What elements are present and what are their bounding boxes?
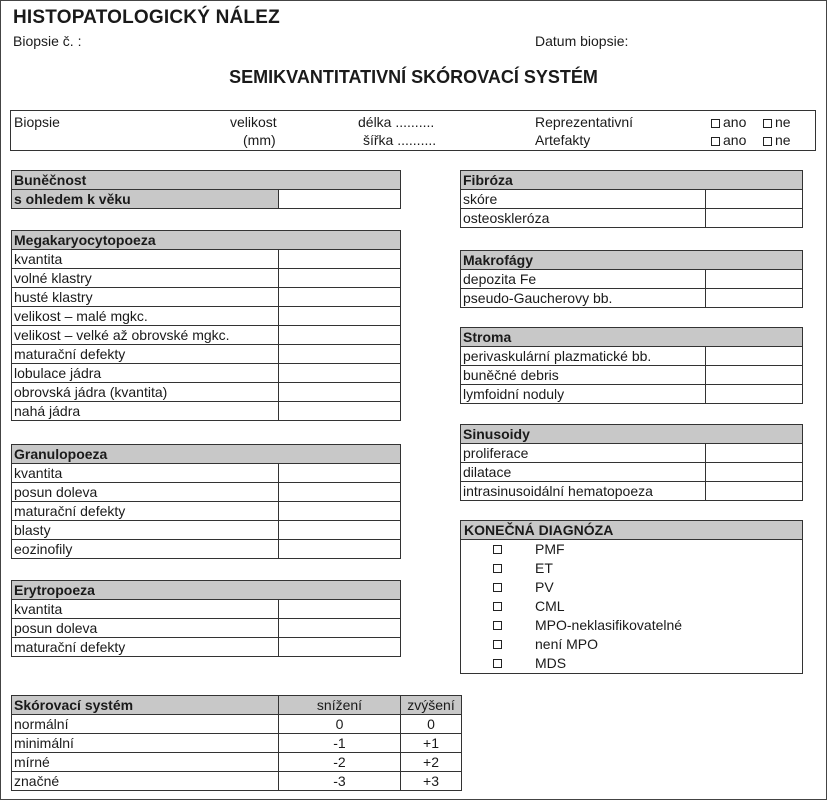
table-row-label: dilatace xyxy=(461,463,706,482)
table-row-label: perivaskulární plazmatické bb. xyxy=(461,347,706,366)
checkbox-icon[interactable] xyxy=(493,583,502,592)
value-cell[interactable] xyxy=(279,364,401,383)
fibrosis-table xyxy=(460,170,803,228)
checkbox-icon[interactable] xyxy=(493,621,502,630)
value-cell[interactable] xyxy=(279,483,401,502)
value-cell[interactable] xyxy=(706,366,803,385)
mm-label: (mm) xyxy=(243,132,276,148)
sinusoids-table xyxy=(460,424,803,501)
artefacts-no[interactable]: ne xyxy=(763,132,791,148)
score-row-label: značné xyxy=(12,772,279,791)
checkbox-icon[interactable] xyxy=(493,545,502,554)
size-label: velikost xyxy=(230,114,277,130)
artefacts-yes[interactable]: ano xyxy=(711,132,746,148)
megakaryocytopoesis-header: Megakaryocytopoeza xyxy=(12,231,401,250)
table-row-label: velikost – velké až obrovské mgkc. xyxy=(12,326,279,345)
erythropoesis-header: Erytropoeza xyxy=(12,581,401,600)
cellularity-table xyxy=(11,170,401,209)
checkbox-icon[interactable] xyxy=(711,119,720,128)
table-row-label: posun doleva xyxy=(12,483,279,502)
granulopoesis-table xyxy=(11,444,401,559)
value-cell[interactable] xyxy=(706,270,803,289)
table-row-label: lymfoidní noduly xyxy=(461,385,706,404)
value-cell[interactable] xyxy=(706,385,803,404)
cellularity-header: Buněčnost xyxy=(12,171,401,190)
representative-label: Reprezentativní xyxy=(535,114,634,130)
value-cell[interactable] xyxy=(279,638,401,657)
biopsy-date-label: Datum biopsie: xyxy=(535,33,629,49)
checkbox-icon[interactable] xyxy=(711,137,720,146)
score-row-label: mírné xyxy=(12,753,279,772)
table-row-label: posun doleva xyxy=(12,619,279,638)
checkbox-icon[interactable] xyxy=(493,602,502,611)
value-cell[interactable] xyxy=(279,502,401,521)
increase-value: +1 xyxy=(401,734,462,753)
biopsy-label: Biopsie xyxy=(14,114,60,130)
granulopoesis-header: Granulopoeza xyxy=(12,445,401,464)
final-diagnosis-header: KONEČNÁ DIAGNÓZA xyxy=(461,521,802,540)
table-row-label: kvantita xyxy=(12,464,279,483)
value-cell[interactable] xyxy=(706,482,803,501)
decrease-value: -2 xyxy=(279,753,401,772)
checkbox-icon[interactable] xyxy=(763,119,772,128)
decrease-value: -3 xyxy=(279,772,401,791)
table-row-label: maturační defekty xyxy=(12,638,279,657)
decrease-value: -1 xyxy=(279,734,401,753)
table-row-label: kvantita xyxy=(12,600,279,619)
value-cell[interactable] xyxy=(279,402,401,421)
scoring-header: Skórovací systém xyxy=(12,696,279,715)
stroma-table xyxy=(460,327,803,404)
table-row-label: intrasinusoidální hematopoeza xyxy=(461,482,706,501)
value-cell[interactable] xyxy=(279,307,401,326)
table-row-label: proliferace xyxy=(461,444,706,463)
table-row-label: skóre xyxy=(461,190,706,209)
value-cell[interactable] xyxy=(706,289,803,308)
macrophages-header: Makrofágy xyxy=(461,251,803,270)
score-row-label: normální xyxy=(12,715,279,734)
width-field[interactable]: šířka .......... xyxy=(363,132,437,148)
page-title: HISTOPATOLOGICKÝ NÁLEZ xyxy=(13,7,280,28)
value-cell[interactable] xyxy=(279,288,401,307)
erythropoesis-table xyxy=(11,580,401,657)
value-cell[interactable] xyxy=(706,209,803,228)
table-row-label: husté klastry xyxy=(12,288,279,307)
score-row-label: minimální xyxy=(12,734,279,753)
stroma-header: Stroma xyxy=(461,328,803,347)
table-row-label: pseudo-Gaucherovy bb. xyxy=(461,289,706,308)
value-cell[interactable] xyxy=(279,521,401,540)
megakaryocytopoesis-table xyxy=(11,230,401,421)
cellularity-value-cell[interactable] xyxy=(279,190,401,209)
value-cell[interactable] xyxy=(279,383,401,402)
final-diagnosis-box xyxy=(460,520,803,674)
table-row-label: obrovská jádra (kvantita) xyxy=(12,383,279,402)
diagnosis-option-mds[interactable]: MDS xyxy=(461,654,802,673)
table-row-label: buněčné debris xyxy=(461,366,706,385)
diagnosis-option-pv[interactable]: PV xyxy=(461,578,802,597)
diagnosis-option-pmf[interactable]: PMF xyxy=(461,540,802,559)
fibrosis-header: Fibróza xyxy=(461,171,803,190)
value-cell[interactable] xyxy=(279,619,401,638)
table-row-label: maturační defekty xyxy=(12,345,279,364)
cellularity-age-label: s ohledem k věku xyxy=(12,190,279,209)
diagnosis-option-et[interactable]: ET xyxy=(461,559,802,578)
decrease-value: 0 xyxy=(279,715,401,734)
table-row-label: nahá jádra xyxy=(12,402,279,421)
diagnosis-option-mpo-unclassifiable[interactable]: MPO-neklasifikovatelné xyxy=(461,616,802,635)
value-cell[interactable] xyxy=(279,540,401,559)
table-row-label: depozita Fe xyxy=(461,270,706,289)
biopsy-number-label: Biopsie č. : xyxy=(13,33,82,49)
scoring-system-table xyxy=(11,695,462,791)
diagnosis-option-not-mpo[interactable]: není MPO xyxy=(461,635,802,654)
macrophages-table xyxy=(460,250,803,308)
artefacts-label: Artefakty xyxy=(535,132,591,148)
value-cell[interactable] xyxy=(706,463,803,482)
checkbox-icon[interactable] xyxy=(763,137,772,146)
sinusoids-header: Sinusoidy xyxy=(461,425,803,444)
diagnosis-option-cml[interactable]: CML xyxy=(461,597,802,616)
checkbox-icon[interactable] xyxy=(493,659,502,668)
value-cell[interactable] xyxy=(279,345,401,364)
increase-value: +3 xyxy=(401,772,462,791)
decrease-header: snížení xyxy=(279,696,401,715)
checkbox-icon[interactable] xyxy=(493,640,502,649)
increase-header: zvýšení xyxy=(401,696,462,715)
increase-value: 0 xyxy=(401,715,462,734)
representative-yes[interactable]: ano xyxy=(711,114,746,130)
increase-value: +2 xyxy=(401,753,462,772)
table-row-label: eozinofily xyxy=(12,540,279,559)
value-cell[interactable] xyxy=(279,250,401,269)
value-cell[interactable] xyxy=(706,190,803,209)
value-cell[interactable] xyxy=(706,444,803,463)
table-row-label: volné klastry xyxy=(12,269,279,288)
biopsy-info-box xyxy=(10,110,816,151)
value-cell[interactable] xyxy=(279,600,401,619)
table-row-label: maturační defekty xyxy=(12,502,279,521)
table-row-label: kvantita xyxy=(12,250,279,269)
value-cell[interactable] xyxy=(706,347,803,366)
value-cell[interactable] xyxy=(279,464,401,483)
table-row-label: lobulace jádra xyxy=(12,364,279,383)
length-field[interactable]: délka .......... xyxy=(358,114,435,130)
value-cell[interactable] xyxy=(279,269,401,288)
value-cell[interactable] xyxy=(279,326,401,345)
table-row-label: blasty xyxy=(12,521,279,540)
representative-no[interactable]: ne xyxy=(763,114,791,130)
table-row-label: velikost – malé mgkc. xyxy=(12,307,279,326)
checkbox-icon[interactable] xyxy=(493,564,502,573)
form-subtitle: SEMIKVANTITATIVNÍ SKÓROVACÍ SYSTÉM xyxy=(229,67,598,87)
table-row-label: osteoskleróza xyxy=(461,209,706,228)
